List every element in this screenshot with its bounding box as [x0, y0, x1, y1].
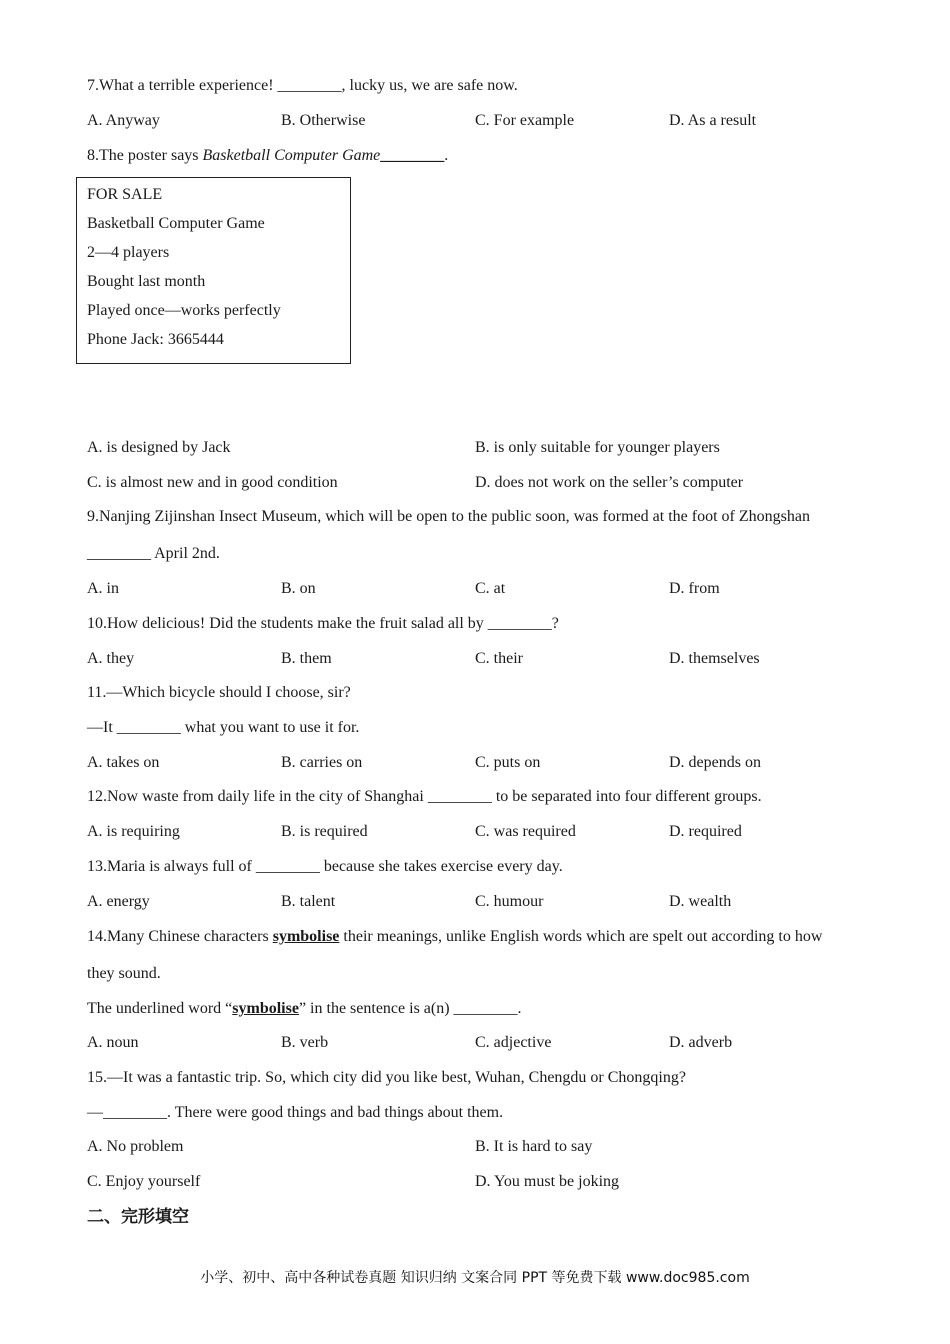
poster-line: FOR SALE — [87, 186, 163, 203]
q14-keyword-repeat: symbolise — [232, 1000, 299, 1017]
question-14-line2: they sound. — [87, 965, 161, 982]
question-12-text: 12.Now waste from daily life in the city of Shanghai ________ to be separated into four different groups. — [87, 788, 762, 805]
q8-italic-title: Basketball Computer Game — [202, 147, 381, 164]
q8-option-c: C. is almost new and in good condition — [87, 474, 338, 491]
question-10-text: 10.How delicious! Did the students make the fruit salad all by ________? — [87, 615, 559, 632]
q10-option-d: D. themselves — [669, 650, 760, 667]
question-15-line1: 15.—It was a fantastic trip. So, which city did you like best, Wuhan, Chengdu or Chongqing? — [87, 1069, 686, 1086]
q13-option-b: B. talent — [281, 893, 336, 910]
question-11-line2: —It ________ what you want to use it for. — [87, 719, 360, 736]
q8-suffix: . — [444, 147, 449, 164]
q8-option-a: A. is designed by Jack — [87, 439, 231, 456]
q8-blank: ________ — [380, 147, 445, 164]
q8-option-b: B. is only suitable for younger players — [475, 439, 720, 456]
q14-suffix: their meanings, unlike English words which are spelt out according to how — [339, 928, 823, 945]
question-9-line1: 9.Nanjing Zijinshan Insect Museum, which will be open to the public soon, was formed at the foot of Zhongshan — [87, 508, 810, 525]
q10-option-c: C. their — [475, 650, 523, 667]
q7-option-c: C. For example — [475, 112, 575, 129]
poster-line: Played once—works perfectly — [87, 302, 281, 319]
q9-option-b: B. on — [281, 580, 316, 597]
section-heading-cloze: 二、完形填空 — [87, 1207, 189, 1227]
for-sale-poster — [76, 177, 351, 364]
q9-option-c: C. at — [475, 580, 506, 597]
question-14-line1 — [87, 927, 822, 947]
q7-option-d: D. As a result — [669, 112, 757, 129]
question-8-text — [87, 146, 448, 166]
q9-option-a: A. in — [87, 580, 119, 597]
q13-option-a: A. energy — [87, 893, 150, 910]
question-9-line2: ________ April 2nd. — [87, 545, 220, 562]
q9-option-d: D. from — [669, 580, 720, 597]
q14-option-a: A. noun — [87, 1034, 139, 1051]
q8-option-d: D. does not work on the seller’s computer — [475, 474, 744, 491]
q12-option-a: A. is requiring — [87, 823, 180, 840]
q14-keyword: symbolise — [272, 928, 340, 945]
q14-line3-prefix: The underlined word “ — [87, 1000, 233, 1017]
q11-option-b: B. carries on — [281, 754, 363, 771]
question-15-line2: —________. There were good things and bad things about them. — [87, 1104, 504, 1121]
q11-option-a: A. takes on — [87, 754, 160, 771]
question-13-text: 13.Maria is always full of ________ because she takes exercise every day. — [87, 858, 563, 875]
q13-option-d: D. wealth — [669, 893, 732, 910]
q15-option-c: C. Enjoy yourself — [87, 1173, 201, 1190]
q10-option-a: A. they — [87, 650, 135, 667]
q12-option-d: D. required — [669, 823, 742, 840]
q7-option-b: B. Otherwise — [281, 112, 366, 129]
page-footer: 小学、初中、高中各种试卷真题 知识归纳 文案合同 PPT 等免费下载 www.doc985.com — [200, 1270, 750, 1286]
q11-option-c: C. puts on — [475, 754, 541, 771]
q15-option-b: B. It is hard to say — [475, 1138, 593, 1155]
q15-option-a: A. No problem — [87, 1138, 184, 1155]
question-14-line3 — [87, 999, 522, 1019]
q12-option-c: C. was required — [475, 823, 576, 840]
poster-line: Bought last month — [87, 273, 206, 290]
q14-line3-suffix: ” in the sentence is a(n) ________. — [298, 1000, 522, 1017]
q14-option-c: C. adjective — [475, 1034, 552, 1051]
q14-prefix: 14.Many Chinese characters — [87, 928, 273, 945]
poster-line: Basketball Computer Game — [87, 215, 265, 232]
question-7-text: 7.What a terrible experience! ________, lucky us, we are safe now. — [87, 77, 518, 94]
poster-line: 2—4 players — [87, 244, 170, 261]
q13-option-c: C. humour — [475, 893, 544, 910]
q11-option-d: D. depends on — [669, 754, 761, 771]
q14-option-b: B. verb — [281, 1034, 329, 1051]
q8-prefix: 8.The poster says — [87, 147, 203, 164]
q14-option-d: D. adverb — [669, 1034, 733, 1051]
q7-option-a: A. Anyway — [87, 112, 160, 129]
poster-line: Phone Jack: 3665444 — [87, 331, 224, 348]
q15-option-d: D. You must be joking — [475, 1173, 620, 1190]
q12-option-b: B. is required — [281, 823, 368, 840]
q10-option-b: B. them — [281, 650, 332, 667]
question-11-line1: 11.—Which bicycle should I choose, sir? — [87, 684, 351, 701]
